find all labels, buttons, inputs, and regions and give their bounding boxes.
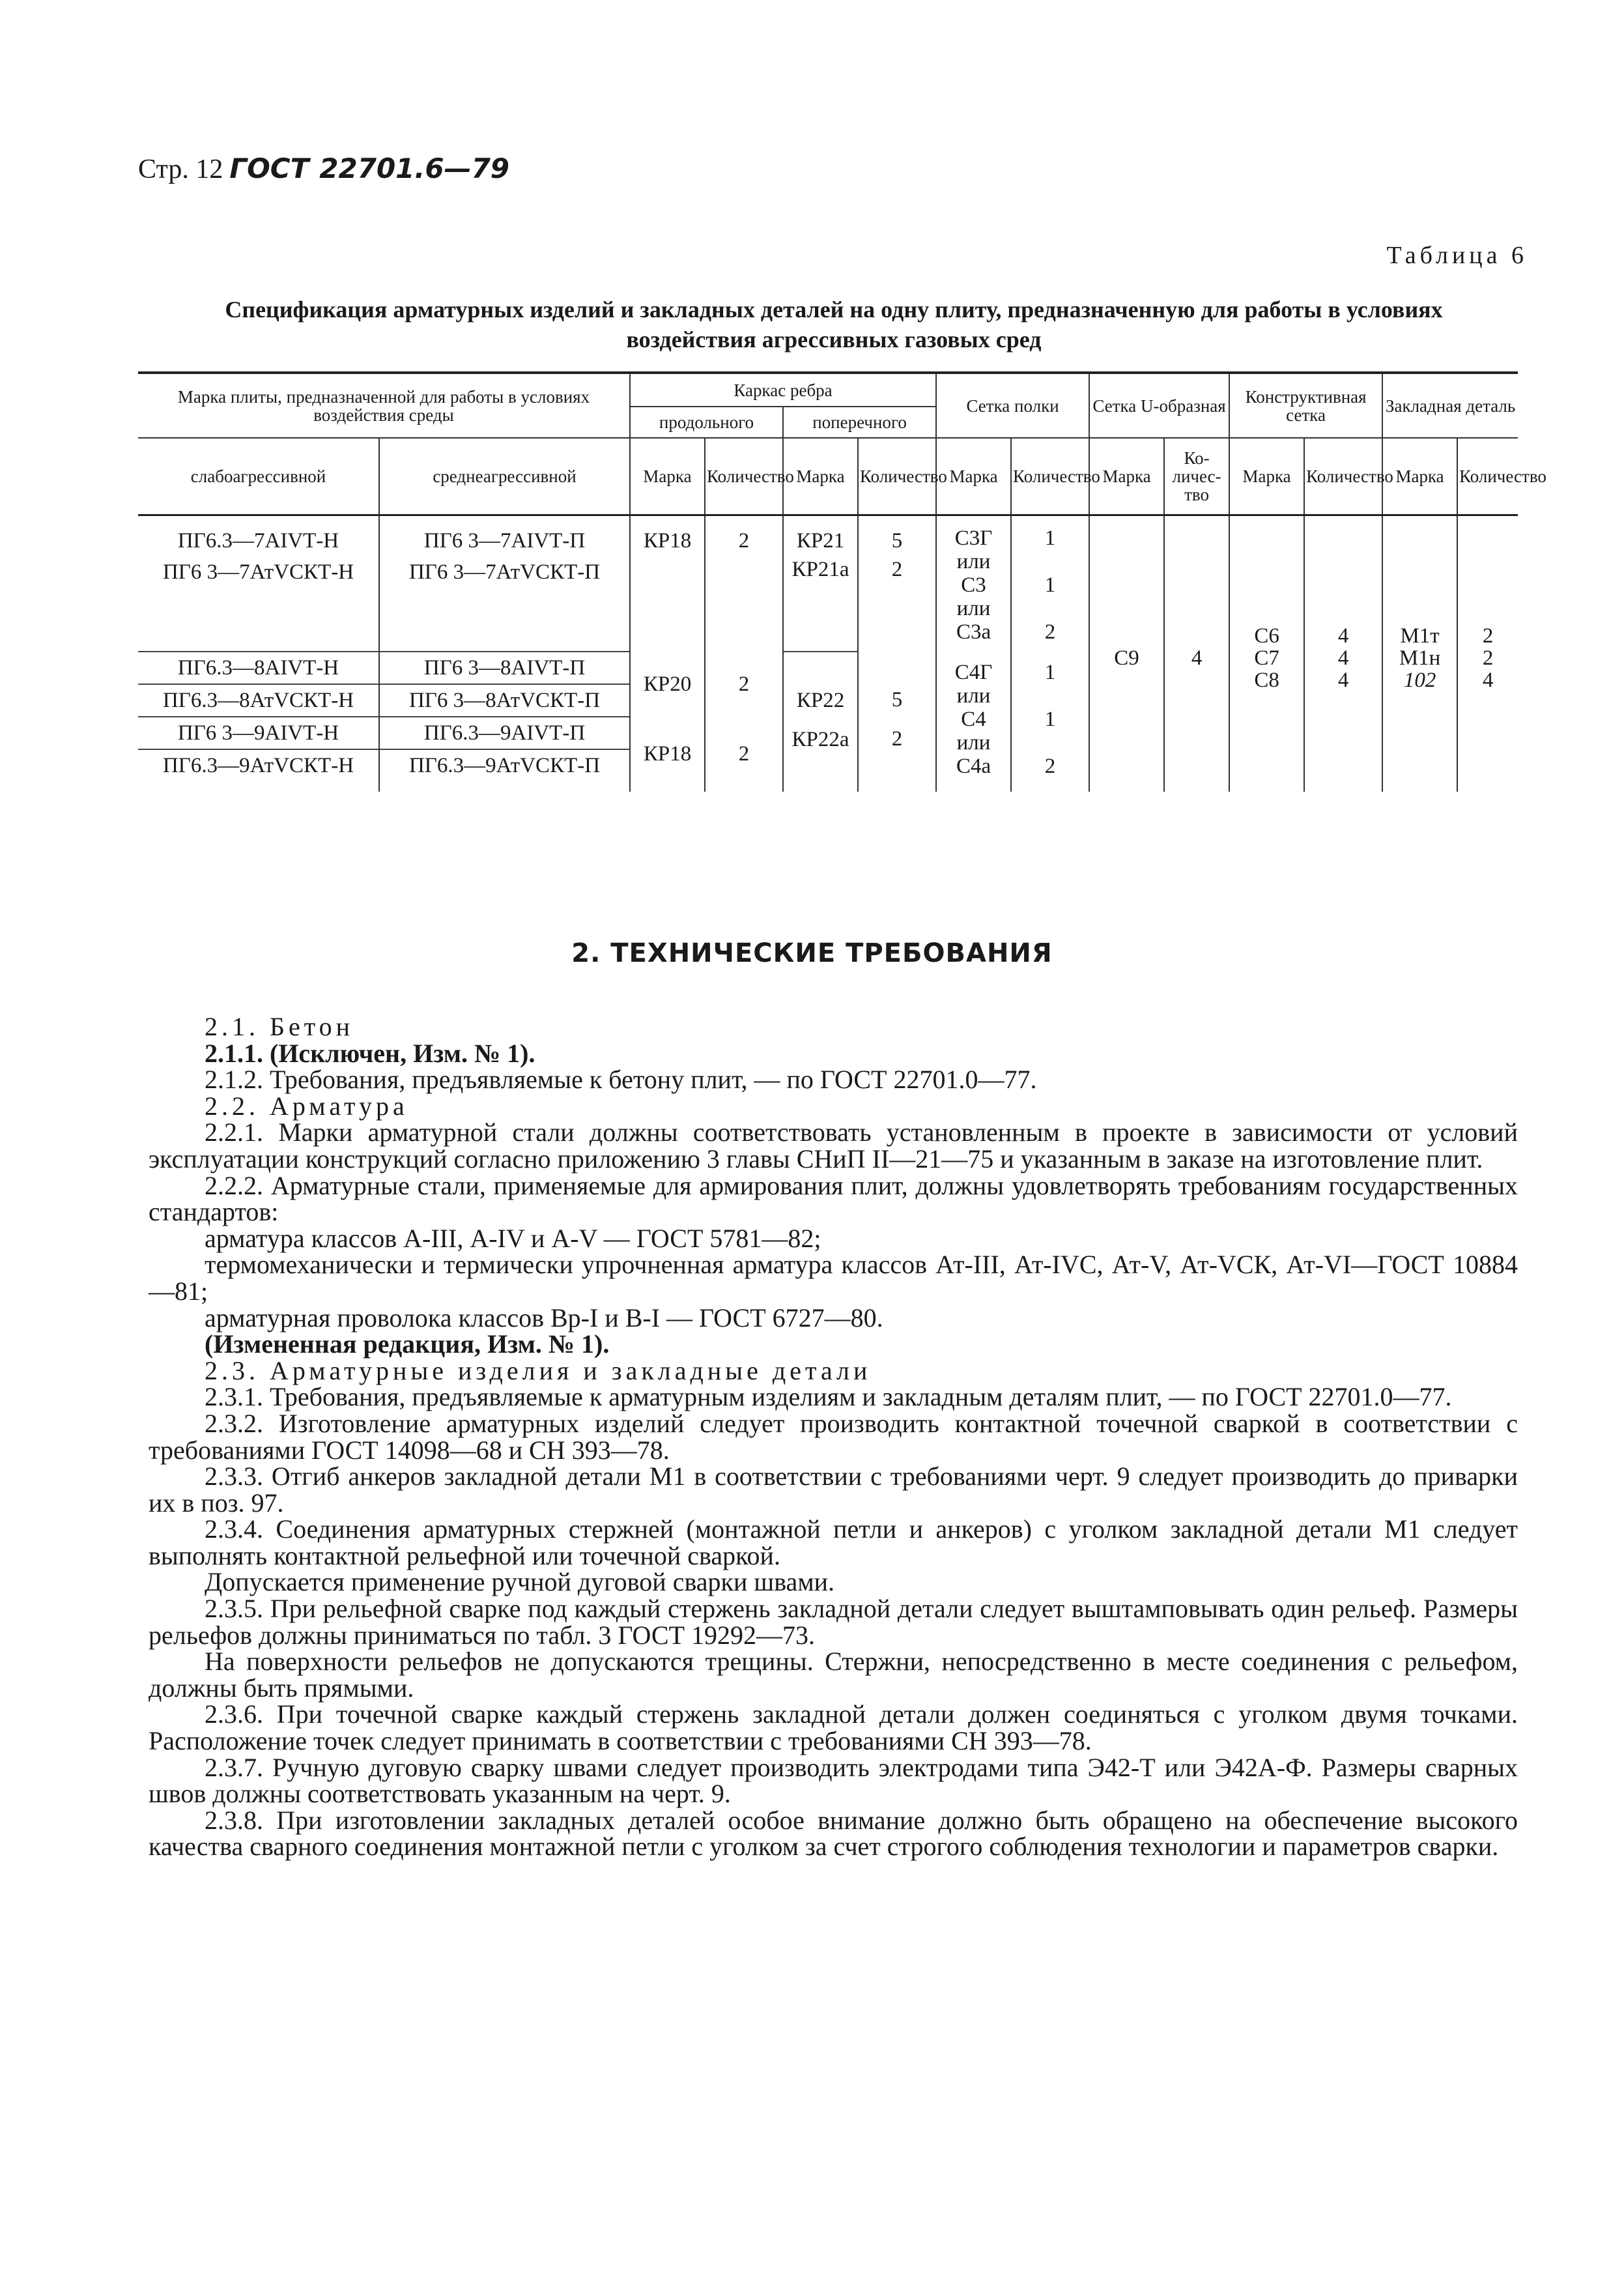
header-rib-frame: Каркас ребра — [630, 373, 936, 407]
constr-mesh-qtys: 4 4 4 — [1304, 515, 1382, 792]
embedded-marks: М1т М1н 102 — [1382, 515, 1457, 792]
header-u-mesh: Сетка U-образная — [1089, 373, 1229, 438]
plate-weak: ПГ6 3—7АтVСКТ-Н — [138, 556, 379, 588]
plate-medium: ПГ6 3—8АтVСКТ-П — [379, 684, 630, 717]
paragraph: 2.3.3. Отгиб анкеров закладной детали М1 в соответствии с требованиями черт. 9 следует производить до приварки их в поз. 97. — [149, 1462, 1518, 1518]
header-mark: Марка — [936, 438, 1011, 515]
paragraph: 2.2.2. Арматурные стали, применяемые для армирования плит, должны удовлетворять требованиям государственных стандартов: — [149, 1170, 1518, 1227]
paragraph: 2.3.6. При точечной сварке каждый стержень закладной детали должен соединяться с уголком двумя точками. Расположение точек следует принимать в соответствии с требованиями СН 393—78. — [149, 1699, 1518, 1756]
header-qty: Количество — [1304, 438, 1382, 515]
trans-frame-group-2: КР22 КР22а — [783, 652, 858, 792]
header-embedded-part: Закладная деталь — [1382, 373, 1518, 438]
trans-frame-qty-group-1: 5 2 — [858, 515, 936, 652]
u-mesh-qty: 4 — [1164, 515, 1229, 792]
table-label: Таблица 6 — [1386, 242, 1528, 269]
body-text — [149, 1014, 1518, 1860]
paragraph: 2.3.8. При изготовлении закладных деталей особое внимание должно быть обращено на обеспечение высокого качества сварного соединения монтажной петли с уголком за счет строгого соблюдения технологии и параметров сварки. — [149, 1805, 1518, 1862]
header-mark: Марка — [630, 438, 705, 515]
paragraph: 2.3.7. Ручную дуговую сварку швами следует производить электродами типа Э42-Т или Э42А-Ф. Размеры сварных швов должны соответствовать указанным на черт. 9. — [149, 1752, 1518, 1809]
plate-medium: ПГ6 3—7АIVТ-П — [379, 515, 630, 556]
plate-weak: ПГ6 3—9АIVТ-Н — [138, 717, 379, 749]
header-medium: среднеагрессивной — [379, 438, 630, 515]
header-mark: Марка — [1089, 438, 1164, 515]
paragraph: 2.2. Арматура — [205, 1091, 408, 1121]
paragraph: 2.1.1. (Исключен, Изм. № 1). — [205, 1038, 535, 1068]
shelf-mesh-group-1: С3Г или С3 или С3а — [936, 515, 1011, 652]
paragraph: Допускается применение ручной дуговой сварки швами. — [205, 1567, 835, 1597]
paragraph: 2.3.1. Требования, предъявляемые к арматурным изделиям и закладным деталям плит, — по ГОСТ 22701.0—77. — [205, 1382, 1452, 1412]
standard-label: ГОСТ — [229, 152, 309, 184]
paragraph: термомеханически и термически упрочненная арматура классов Ат-III, Ат-IVС, Ат-V, Ат-VСК, Ат-VI—ГОСТ 10884—81; — [149, 1250, 1518, 1306]
header-constructive-mesh: Конструктивная сетка — [1229, 373, 1382, 438]
plate-weak: ПГ6.3—9АтVСКТ-Н — [138, 749, 379, 792]
shelf-mesh-qty-group-2: 1 1 2 — [1011, 652, 1089, 792]
header-qty: Ко-личес-тво — [1164, 438, 1229, 515]
plate-medium: ПГ6 3—8АIVТ-П — [379, 652, 630, 684]
paragraph: 2.1. Бетон — [205, 1012, 354, 1041]
constr-mesh-marks: С6 С7 С8 — [1229, 515, 1304, 792]
paragraph: (Измененная редакция, Изм. № 1). — [205, 1329, 610, 1359]
plate-medium: ПГ6.3—9АIVТ-П — [379, 717, 630, 749]
paragraph: 2.3.2. Изготовление арматурных изделий следует производить контактной точечной сваркой в соответствии с требованиями ГОСТ 14098—68 и СН 393—78. — [149, 1408, 1518, 1465]
plate-medium: ПГ6 3—7АтVСКТ-П — [379, 556, 630, 588]
header-mark: Марка — [1229, 438, 1304, 515]
shelf-mesh-qty-group-1: 1 1 2 — [1011, 515, 1089, 652]
header-mark: Марка — [1382, 438, 1457, 515]
header-plate-mark: Марка плиты, предназначенной для работы в условиях воздействия среды — [138, 373, 630, 438]
header-mark: Марка — [783, 438, 858, 515]
section-title: 2. ТЕХНИЧЕСКИЕ ТРЕБОВАНИЯ — [571, 938, 1053, 968]
paragraph: арматура классов А-III, А-IV и А-V — ГОСТ 5781—82; — [205, 1223, 821, 1253]
header-qty: Количество — [1011, 438, 1089, 515]
header-weak: слабоагрессивной — [138, 438, 379, 515]
shelf-mesh-group-2: С4Г или С4 или С4а — [936, 652, 1011, 792]
long-frame-mark: КР18 — [630, 717, 705, 792]
plate-weak: ПГ6.3—8АтVСКТ-Н — [138, 684, 379, 717]
u-mesh-mark: С9 — [1089, 515, 1164, 792]
page-header — [138, 152, 509, 185]
long-frame-mark: КР20 — [630, 652, 705, 717]
page-number: Стр. 12 — [138, 154, 223, 184]
plate-weak: ПГ6.3—7АIVТ-Н — [138, 515, 379, 556]
standard-number: 22701.6—79 — [319, 152, 510, 184]
long-frame-mark: КР18 — [630, 515, 705, 588]
long-frame-qty: 2 — [705, 652, 783, 717]
trans-frame-group-1: КР21 КР21а — [783, 515, 858, 652]
trans-frame-qty-group-2: 5 2 — [858, 652, 936, 792]
specification-table — [138, 371, 1546, 792]
paragraph: 2.3. Арматурные изделия и закладные детали — [205, 1355, 872, 1385]
paragraph: 2.1.2. Требования, предъявляемые к бетону плит, — по ГОСТ 22701.0—77. — [205, 1065, 1037, 1095]
paragraph: 2.3.5. При рельефной сварке под каждый стержень закладной детали следует выштамповывать один рельеф. Размеры рельефов должны приниматься по табл. 3 ГОСТ 19292—73. — [149, 1594, 1518, 1650]
long-frame-qty: 2 — [705, 515, 783, 588]
header-longitudinal: продольного — [630, 407, 783, 438]
header-qty: Количество — [858, 438, 936, 515]
paragraph: 2.2.1. Марки арматурной стали должны соответствовать установленным в проекте в зависимости от условий эксплуатации конструкций согласно приложению 3 главы СНиП II—21—75 и указанным в заказе на изготовление плит. — [149, 1117, 1518, 1174]
plate-weak: ПГ6.3—8АIVТ-Н — [138, 652, 379, 684]
header-qty: Количество — [705, 438, 783, 515]
paragraph: 2.3.4. Соединения арматурных стержней (монтажной петли и анкеров) с уголком закладной детали М1 следует выполнять контактной рельефной или точечной сваркой. — [149, 1514, 1518, 1570]
header-shelf-mesh: Сетка полки — [936, 373, 1089, 438]
paragraph: арматурная проволока классов Вр-I и В-I — ГОСТ 6727—80. — [205, 1303, 883, 1333]
embedded-qtys: 2 2 4 — [1457, 515, 1518, 792]
long-frame-qty: 2 — [705, 717, 783, 792]
paragraph: На поверхности рельефов не допускаются трещины. Стержни, непосредственно в месте соединения с рельефом, должны быть прямыми. — [149, 1647, 1518, 1703]
header-qty: Количество — [1457, 438, 1518, 515]
table-caption: Спецификация арматурных изделий и закладных деталей на одну плиту, предназначенную для работы в условиях воздействия агрессивных газовых сред — [225, 296, 1443, 353]
plate-medium: ПГ6.3—9АтVСКТ-П — [379, 749, 630, 792]
header-transverse: поперечного — [783, 407, 936, 438]
